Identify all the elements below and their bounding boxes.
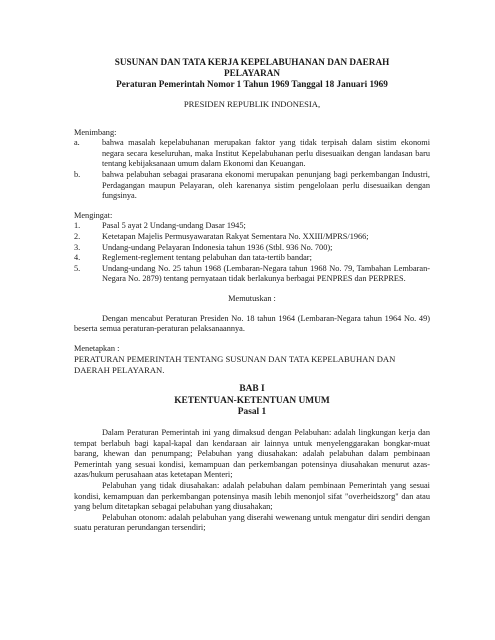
menetapkan-text: PERATURAN PEMERINTAH TENTANG SUSUNAN DAN TATA KEPELABUHAN DAN DAERAH PELAYARAN.: [74, 354, 396, 375]
document-title-line-1: SUSUNAN DAN TATA KERJA KEPELABUHANAN DAN DAERAH: [114, 57, 390, 67]
article-number: Pasal 1: [237, 407, 267, 418]
item-text: Undang-undang Pelayaran Indonesia tahun 1936 (Stbl. 936 No. 700);: [102, 242, 333, 252]
menetapkan-heading: Menetapkan :: [74, 343, 120, 353]
item-text: bahwa masalah kepelabuhanan merupakan faktor yang tidak terpisah dalam sistim ekonomi negara secara keseluruhan, maka Institut Kepelabuhanan perlu disesuaikan dengan landasan baru tentang kebijaksanaan umum dalam Ekonomi dan Keuangan.: [102, 138, 430, 169]
memutuskan-heading: Memutuskan :: [228, 293, 276, 303]
article-paragraph: Pelabuhan otonom: adalah pelabuhan yang diserahi wewenang untuk mengatur diri sendiri dengan suatu peraturan perundangan tersendiri;: [74, 512, 430, 533]
menimbang-heading: Menimbang:: [74, 127, 117, 137]
chapter-title: KETENTUAN-KETENTUAN UMUM: [174, 395, 330, 406]
menimbang-item: [74, 170, 430, 202]
item-text: Reglement-reglement tentang pelabuhan dan tata-tertib bandar;: [102, 253, 312, 263]
article-paragraph: Pelabuhan yang tidak diusahakan: adalah pelabuhan dalam pembinaan Pemerintah yang sesuai kondisi, kemampuan dan perkembangan potensinya masih lebih menonjol sifat "overheidszorg" dan atau yang belum ditetapkan sebagai pelabuhan yang diusahakan;: [74, 480, 430, 512]
mengingat-item: [74, 253, 430, 264]
chapter-number: BAB I: [239, 384, 265, 395]
item-marker: a.: [74, 138, 80, 148]
mengingat-item: [74, 232, 430, 243]
item-marker: 3.: [74, 242, 81, 252]
mengingat-item: [74, 243, 430, 254]
item-marker: 1.: [74, 221, 81, 231]
menimbang-item: [74, 138, 430, 170]
document-subtitle: Peraturan Pemerintah Nomor 1 Tahun 1969 Tanggal 18 Januari 1969: [116, 79, 388, 89]
president-heading: PRESIDEN REPUBLIK INDONESIA,: [183, 99, 321, 109]
item-marker: b.: [74, 169, 81, 179]
mengingat-item: [74, 264, 430, 285]
item-text: Pasal 5 ayat 2 Undang-undang Dasar 1945;: [102, 221, 246, 231]
revocation-paragraph: Dengan mencabut Peraturan Presiden No. 18 tahun 1964 (Lembaran-Negara tahun 1964 No. 49) beserta semua peraturan-peraturan pelaksanaannya.: [74, 313, 430, 334]
item-text: Undang-undang No. 25 tahun 1968 (Lembaran-Negara tahun 1968 No. 79, Tambahan Lembaran-Negara No. 2879) tentang pernyataan tidak berlakunya berbagai PENPRES dan PERPRES.: [102, 263, 430, 284]
mengingat-item: [74, 221, 430, 232]
item-marker: 5.: [74, 263, 81, 273]
document-title-line-2: PELAYARAN: [224, 68, 280, 78]
item-marker: 4.: [74, 253, 81, 263]
item-text: bahwa pelabuhan sebagai prasarana ekonomi merupakan penunjang bagi perkembangan Industri, Perdagangan maupun Pelayaran, oleh karenanya sistim pengelolaan perlu disesuaikan dengan fungsinya.: [102, 169, 430, 201]
article-paragraph: Dalam Peraturan Pemerintah ini yang dimaksud dengan Pelabuhan: adalah lingkungan kerja dan tempat berlabuh bagi kapal-kapal dan kendaraan air lainnya untuk menyelenggarakan bongkar-muat barang, khewan dan penumpang; Pelabuhan yang diusahakan: adalah pelabuhan dalam pembinaan Pemerintah yang sesuai kondisi, kemampuan dan perkembangan potensinya diusahakan menurut azas-azas/hukum perusahaan atas ketetapan Menteri;: [74, 427, 430, 480]
mengingat-heading: Mengingat:: [74, 210, 113, 220]
item-marker: 2.: [74, 231, 81, 241]
document-body: [74, 57, 430, 534]
item-text: Ketetapan Majelis Permusyawaratan Rakyat Sementara No. XXIII/MPRS/1966;: [102, 231, 369, 241]
